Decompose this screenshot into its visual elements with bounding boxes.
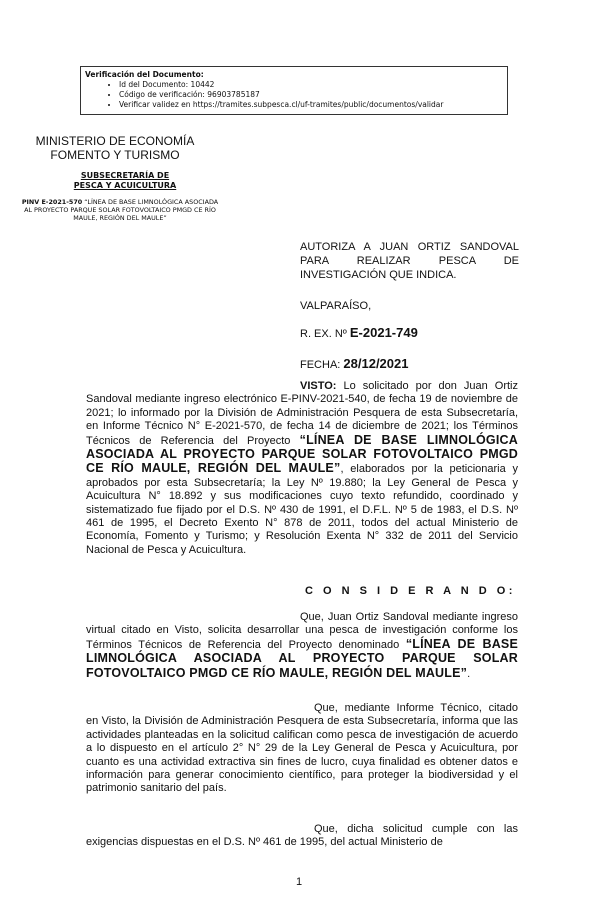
verification-box <box>80 66 508 115</box>
p3-text: Que, dicha solicitud cumple con las exigencias dispuestas en el D.S. Nº 461 de 1995, del actual Ministerio de <box>86 823 518 849</box>
page-number: 1 <box>296 876 303 888</box>
pinv-code: PINV E-2021-570 <box>21 198 83 206</box>
resolution-number <box>300 325 418 340</box>
verification-id: • Id del Documento: 10442 <box>119 80 507 90</box>
resolution-date <box>300 356 408 371</box>
p1-project: “LÍNEA DE BASE LIMNOLÓGICA ASOCIADA AL PROYECTO PARQUE SOLAR FOTOVOLTAICO PMGD CE RÍO MAULE, REGIÓN DEL MAULE” <box>86 636 518 680</box>
considerando-heading: C O N S I D E R A N D O: <box>305 585 516 597</box>
p1-end: . <box>467 667 471 680</box>
visto-paragraph <box>86 380 518 557</box>
considerando-paragraph-2 <box>86 702 518 796</box>
pinv-text: “LÍNEA DE BASE LIMNOLÓGICA ASOCIADA AL PROYECTO PARQUE SOLAR FOTOVOLTAICO PMGD CE RÍO MAULE, REGIÓN DEL MAULE” <box>24 198 219 223</box>
visto-project: “LÍNEA DE BASE LIMNOLÓGICA ASOCIADA AL PROYECTO PARQUE SOLAR FOTOVOLTAICO PMGD CE RÍO MAULE, REGIÓN DEL MAULE” <box>86 432 518 476</box>
p2-text: Que, mediante Informe Técnico, citado en Visto, la División de Administración Pesquera de esta Subsecretaría, informa que las actividades planteadas en la solicitud califican como pesca de investigación de acuerdo a lo dispuesto en el artículo 2° N° 29 de la Ley General de Pesca y Acuicultura, por cuanto es una actividad extractiva sin fines de lucro, cuya finalidad es obtener datos e información para generar conocimiento científico, para proteger la biodiversidad y el patrimonio sanitario del país. <box>86 702 518 795</box>
ministry-header <box>20 134 210 162</box>
rex-number: E-2021-749 <box>349 325 418 340</box>
resolution-summary <box>300 240 519 282</box>
ministry-line-1: MINISTERIO DE ECONOMÍA <box>35 134 195 148</box>
considerando-paragraph-1 <box>86 611 518 681</box>
summary-line-1: AUTORIZA A JUAN ORTIZ SANDOVAL <box>300 241 519 253</box>
verification-code: • Código de verificación: 96903785187 <box>119 90 507 100</box>
verification-url[interactable]: • Verificar validez en https://tramites.subpesca.cl/uf-tramites/public/documentos/validar <box>119 100 507 110</box>
summary-line-3: INVESTIGACIÓN QUE INDICA. <box>300 269 457 281</box>
ministry-line-2: FOMENTO Y TURISMO <box>50 148 180 162</box>
summary-line-2: PARA REALIZAR PESCA DE <box>300 255 519 267</box>
visto-label: VISTO: <box>300 380 337 392</box>
fecha-label: FECHA: <box>300 359 344 371</box>
visto-text-1: Lo solicitado por don Juan Ortiz Sandoval mediante ingreso electrónico E-PINV-2021-540, de fecha 19 de noviembre de 2021; lo informado por la División de Administración Pesquera de esta Subsecretaría, en Informe Técnico N° E-2021-570, de fecha 14 de diciembre de 2021; los Términos Técnicos de Referencia del Proyecto <box>86 380 518 447</box>
p1-text: Que, Juan Ortiz Sandoval mediante ingreso virtual citado en Visto, solicita desarrollar una pesca de investigación conforme los Términos Técnicos de Referencia del Proyecto denominado <box>86 611 518 651</box>
fecha-value: 28/12/2021 <box>343 356 409 371</box>
verification-list <box>85 80 507 110</box>
pinv-reference <box>20 198 220 223</box>
visto-text-2: , elaborados por la peticionaria y aprobados por esta Subsecretaría; la Ley Nº 19.880; la Ley General de Pesca y Acuicultura N° 18.892 y sus modificaciones cuyo texto refundido, coordinado y sistematizado fue fijado por el D.S. Nº 430 de 1991, el D.F.L. Nº 5 de 1983, el D.S. Nº 461 de 1995, el Decreto Exento N° 878 de 2011, todos del actual Ministerio de Economía, Fomento y Turismo; y Resolución Exenta N° 332 de 2011 del Servicio Nacional de Pesca y Acuicultura. <box>86 463 519 556</box>
verification-title: Verificación del Documento: <box>85 70 204 79</box>
city: VALPARAÍSO, <box>300 300 372 312</box>
subsecretaria-title: SUBSECRETARÍA DE PESCA Y ACUICULTURA <box>73 171 177 190</box>
rex-label: R. EX. Nº <box>300 328 350 340</box>
considerando-paragraph-3 <box>86 823 518 850</box>
